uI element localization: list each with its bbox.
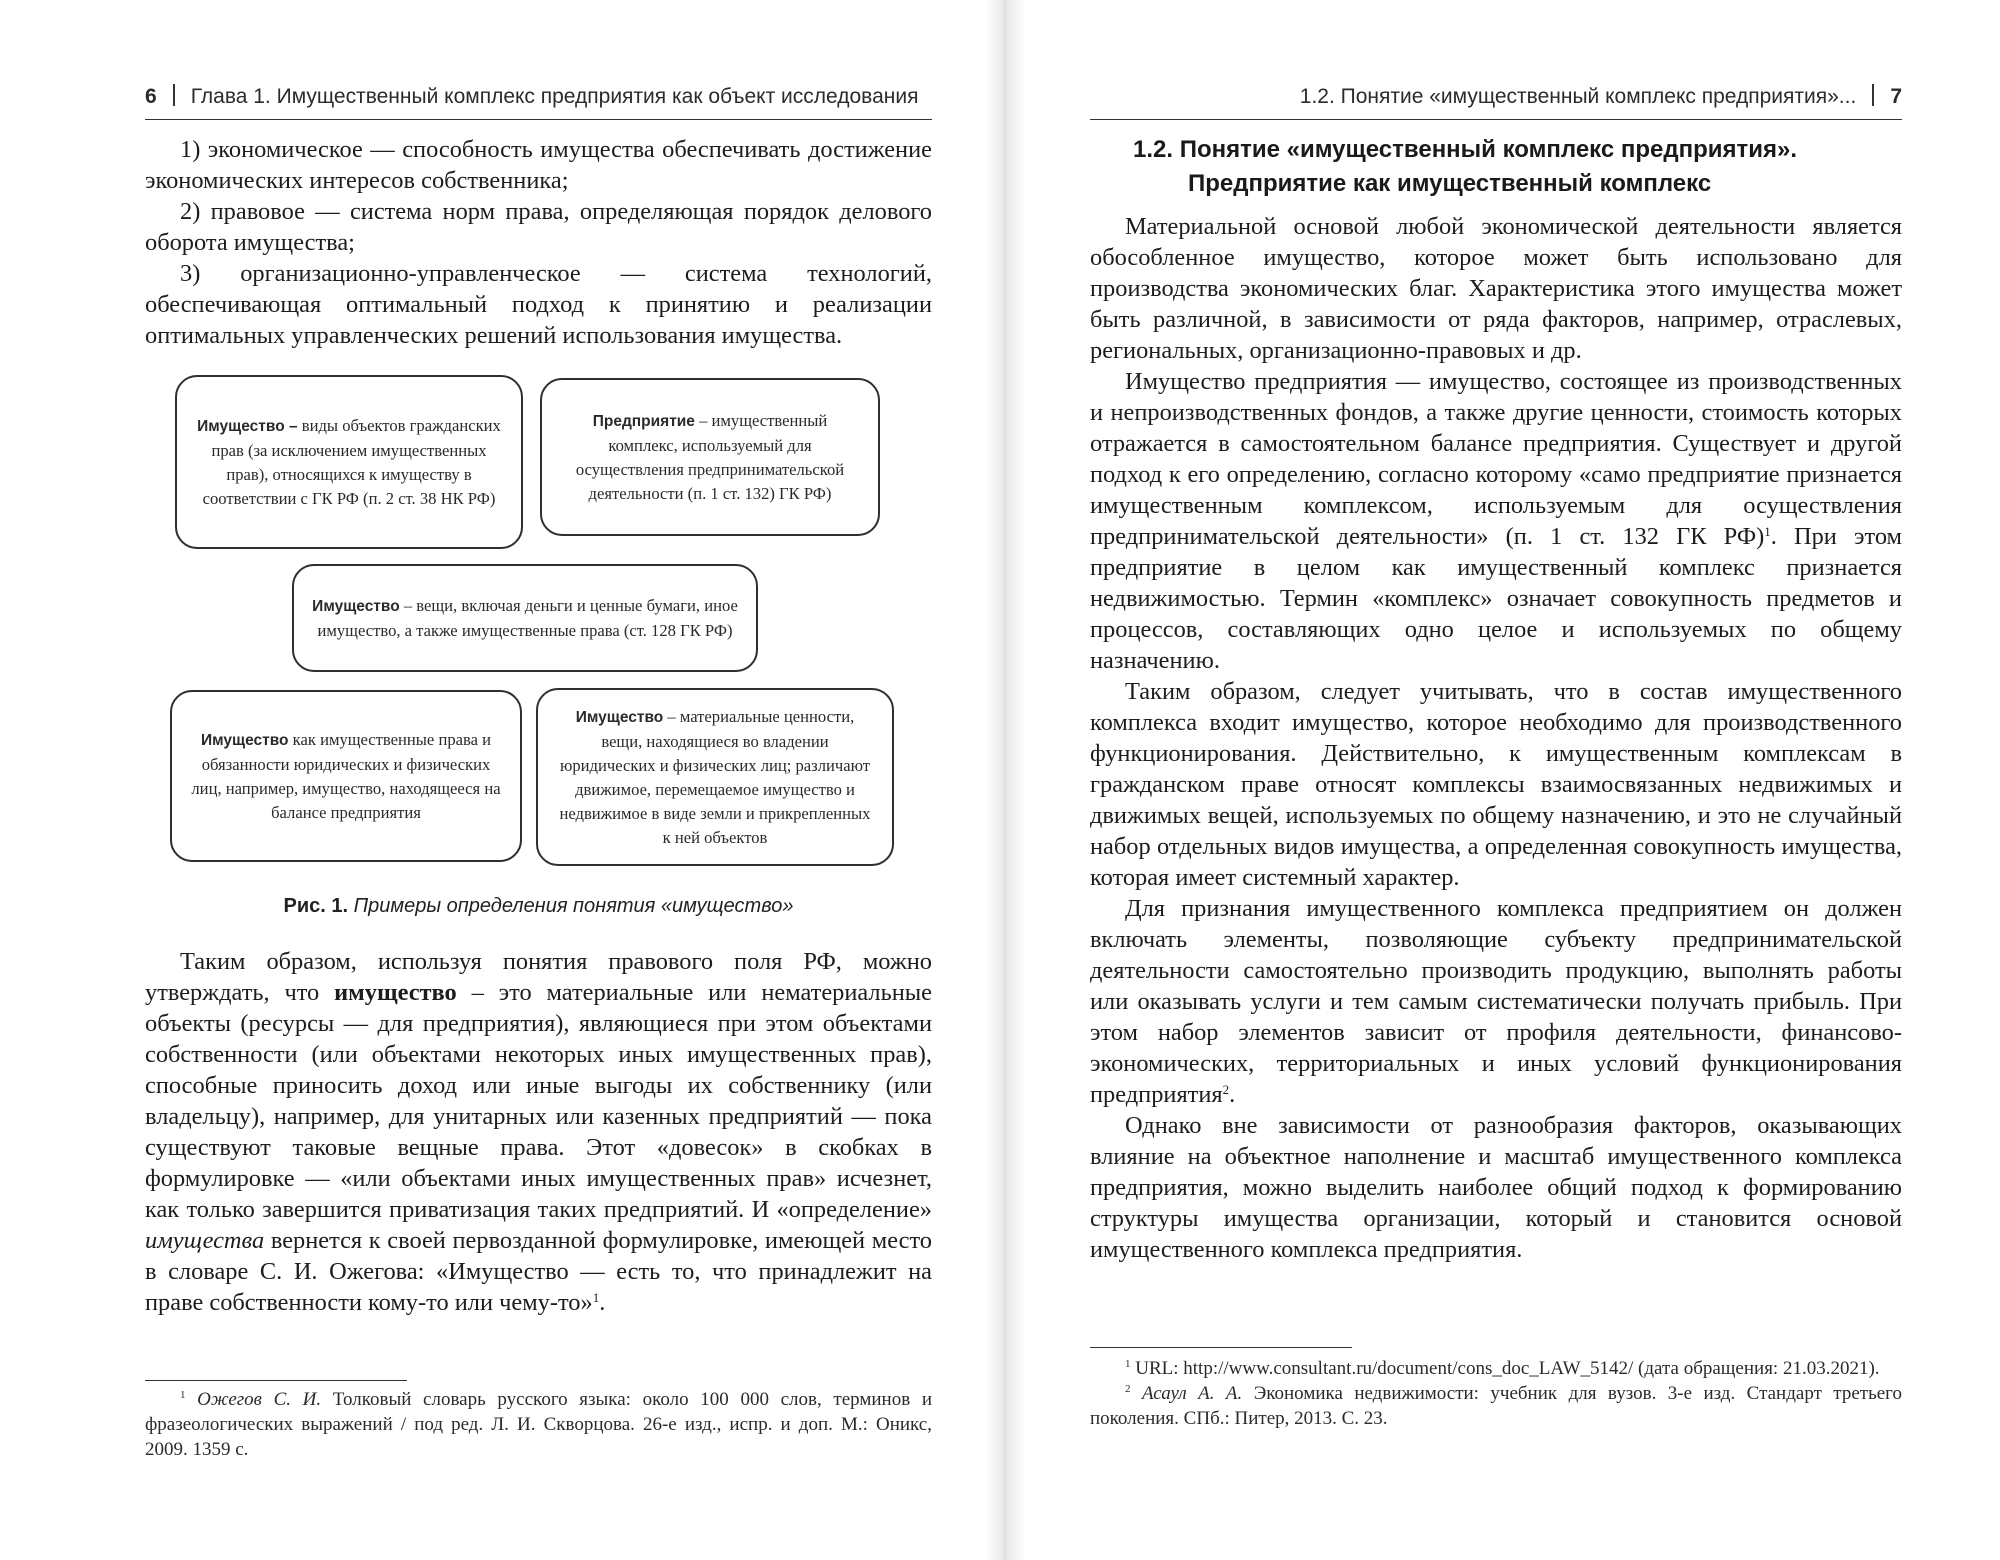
footnote-mark: 2 [1125,1383,1131,1395]
right-paragraph-1: Материальной основой любой экономической деятельности является обособленное имущество, которое может быть использовано для производства экономических благ. Характеристика этого имущества может быть различной, в зависимости от ряда факторов, например, отраслевых, региональных, организационно-правовых и др. [1090,213,1902,364]
box-keyword: Имущество [312,597,400,615]
right-header-title: 1.2. Понятие «имущественный комплекс предприятия»... [1299,85,1857,108]
intro-item-2: 2) правовое — система норм права, определяющая порядок делового оборота имущества; [145,198,932,256]
right-paragraph-5: Однако вне зависимости от разнообразия факторов, оказывающих влияние на объектное наполнение и масштаб имущественного комплекса предприятия, можно выделить наиболее общий подход к формированию структуры имущества организации, который и становится основой имущественного комплекса предприятия. [1090,1112,1902,1263]
intro-item-1: 1) экономическое — способность имущества обеспечивать достижение экономических интересов собственника; [145,136,932,194]
section-heading-line1: 1.2. Понятие «имущественный комплекс предприятия». [1133,136,1798,163]
para-italic-term: имущества [145,1227,265,1254]
footnote-text: URL: http://www.consultant.ru/document/cons_doc_LAW_5142/ (дата обращения: 21.03.2021). [1130,1358,1880,1379]
figure-box-property-gk [292,564,758,672]
para-text: Для признания имущественного комплекса предприятием он должен включать элементы, позволяющие субъекту предпринимательской деятельности самостоятельно производить продукцию, выполнять работы или оказывать услуги и тем самым систематически получать прибыль. При этом набор элементов зависит от профиля деятельности, финансово-экономических, территориальных и иных условий функционирования предприятия [1090,895,1902,1108]
left-page-number: 6 [145,85,157,108]
right-page-number: 7 [1890,85,1902,108]
para-text: Таким образом, используя понятия правового поля РФ, можно утверждать, что [145,948,932,1006]
left-main-paragraph [145,946,932,1318]
box-text: как имущественные права и обязанности юридических и физических лиц, например, имущество, находящееся на балансе предприятия [191,729,501,822]
right-footnotes [1090,1356,1902,1431]
footnote-ref-1[interactable]: 1 [1764,524,1771,539]
para-bold-term: имущество [334,979,457,1006]
para-text: . При этом предприятие в целом как имущественный комплекс признается недвижимостью. Термин «комплекс» означает совокупность предметов и процессов, составляющих одно целое и используемых по общему назначению. [1090,523,1902,674]
left-footnote [145,1387,932,1462]
footnote-ref-1[interactable]: 1 [592,1290,600,1305]
figure-box-property-nk [175,375,523,549]
header-separator [1872,84,1874,106]
box-keyword: Имущество [201,731,289,749]
box-text: – материальные ценности, вещи, находящиеся во владении юридических и физических лиц; различают движимое, перемещаемое имущество и недвижимое в виде земли и прикрепленных к ней объектов [559,706,871,847]
para-text: Имущество предприятия — имущество, состоящее из производственных и непроизводственных фондов, а также другие ценности, стоимость которых отражается в самостоятельном балансе предприятия. Существует и другой подход к его определению, согласно которому «само предприятие признается имущественным комплексом, используемым для осуществления предпринимательской деятельности» (п. 1 ст. 132 ГК РФ) [1090,368,1902,550]
section-heading [1133,133,1913,201]
footnote-1 [145,1387,932,1462]
box-text: – имущественный комплекс, используемый для осуществления предпринимательской деятельности (п. 1 ст. 132) ГК РФ) [575,410,845,503]
right-paragraph-2 [1090,366,1902,676]
header-separator [173,84,175,106]
right-paragraph-3: Таким образом, следует учитывать, что в состав имущественного комплекса входит имущество, которое необходимо для производственного функционирования. Действительно, к имущественным комплексам в гражданском праве относят комплексы взаимосвязанных недвижимых и движимых вещей, используемых по общему назначению, и это не случайный набор отдельных видов имущества, а определенная совокупность имущества, которая имеет системный характер. [1090,678,1902,891]
left-running-header [145,84,932,120]
figure-box-enterprise [540,378,880,536]
figure-caption [145,895,932,918]
para-text: – это материальные или нематериальные объекты (ресурсы — для предприятия), являющиеся при этом объектами собственности (или объектами некоторых иных имущественных прав), способные приносить доход или иные выгоды их собственнику (или владельцу), например, для унитарных или казенных предприятий — пока существуют таковые вещные права. Этот «довесок» в скобках в формулировке — «или объектами иных имущественных прав» исчезнет, как только завершится приватизация таких предприятий. И «определение» [145,979,932,1223]
figure-box-property-values [536,688,894,866]
footnote-text: Толковый словарь русского языка: около 100 000 слов, терминов и фразеологических выражений / под ред. Л. И. Скворцова. 26-е изд., испр. и доп. М.: Оникс, 2009. 1359 с. [145,1389,933,1460]
left-page [0,0,985,1560]
book-gutter [985,0,1025,1560]
footnote-rule [1090,1347,1352,1348]
footnote-2 [1090,1381,1902,1431]
footnote-author: Ожегов С. И. [197,1389,322,1410]
footnote-mark: 1 [180,1389,186,1401]
left-header-title: Глава 1. Имущественный комплекс предприятия как объект исследования [190,85,919,108]
box-keyword: Имущество [575,708,664,726]
intro-item-3: 3) организационно-управленческое — система технологий, обеспечивающая оптимальный подход к принятию и реализации оптимальных управленческих решений использования имущества. [145,260,932,349]
footnote-author: Асаул А. А. [1141,1383,1243,1404]
box-text: виды объектов гражданских прав (за исключением имущественных прав), относящихся к имуществу в соответствии с ГК РФ (п. 2 ст. 38 НК РФ) [202,415,501,508]
right-paragraph-4 [1090,893,1902,1110]
intro-list [145,134,932,351]
footnote-mark: 1 [1125,1358,1131,1370]
left-paragraph [145,946,932,1318]
box-keyword: Имущество – [197,417,298,435]
right-body [1090,211,1902,1265]
caption-text: Примеры определения понятия «имущество» [348,895,794,917]
figure-box-property-rights [170,690,522,862]
footnote-1 [1090,1356,1902,1381]
box-keyword: Предприятие [592,412,695,430]
para-text: вернется к своей первозданной формулировке, имеющей место в словаре С. И. Ожегова: «Имущество — есть то, что принадлежит на праве собственности кому-то или чему-то» [145,1227,932,1316]
right-page [1025,0,2000,1560]
box-text: – вещи, включая деньги и ценные бумаги, иное имущество, а также имущественные права (ст. 128 ГК РФ) [317,595,738,640]
para-text: . [599,1289,606,1316]
section-heading-line2: Предприятие как имущественный комплекс [1188,170,1712,197]
footnote-text: Экономика недвижимости: учебник для вузов. 3-е изд. Стандарт третьего поколения. СПб.: Питер, 2013. С. 23. [1090,1383,1902,1429]
para-text: . [1229,1081,1236,1108]
caption-label: Рис. 1. [283,895,349,917]
right-running-header [1090,84,1902,120]
footnote-rule [145,1380,407,1381]
footnote-ref-2[interactable]: 2 [1222,1082,1230,1097]
